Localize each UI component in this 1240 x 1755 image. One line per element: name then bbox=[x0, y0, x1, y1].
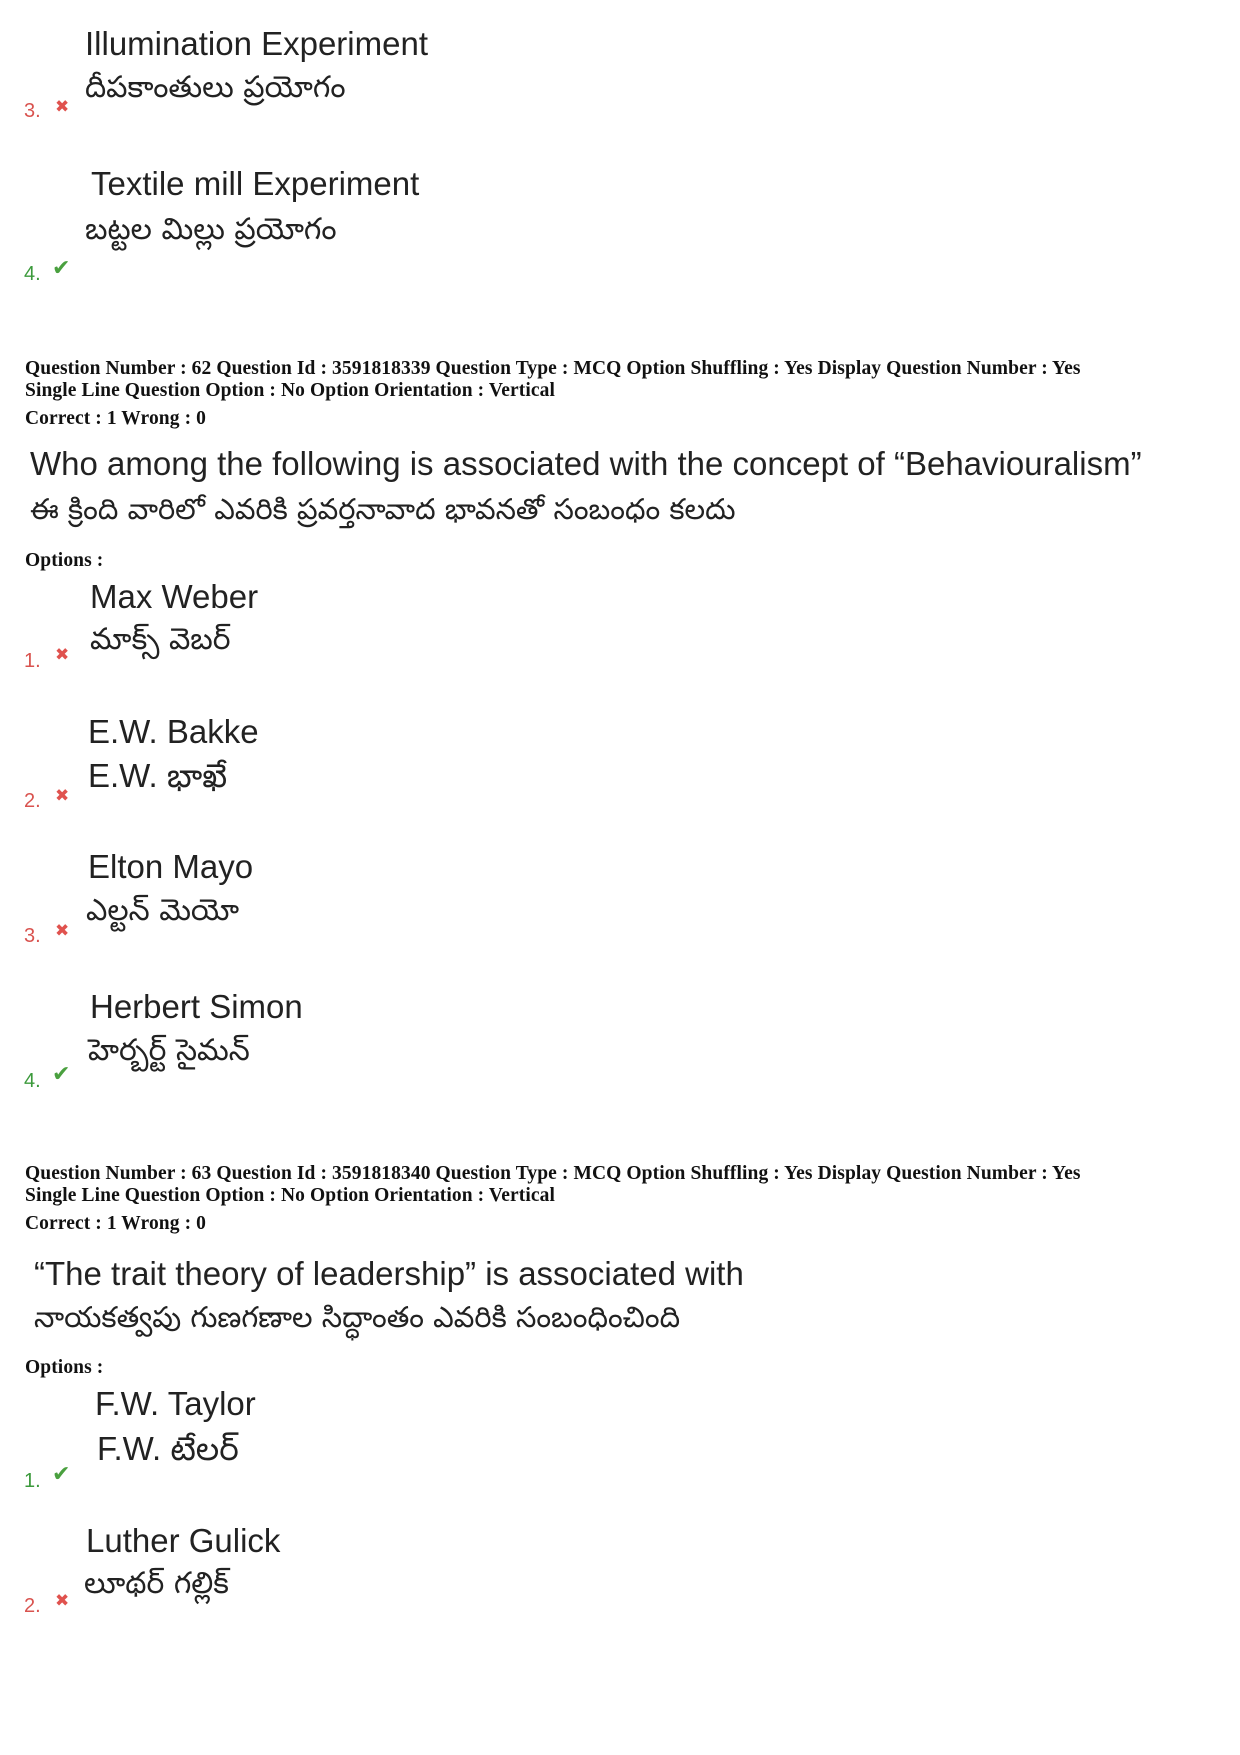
option-text-te: ఎల్టన్ మెయో bbox=[86, 893, 240, 928]
option-text-en: Max Weber bbox=[90, 578, 259, 615]
option-text-en: E.W. Bakke bbox=[88, 713, 259, 750]
wrong-cross-icon: ✖ bbox=[55, 786, 70, 806]
option-text-en: Textile mill Experiment bbox=[91, 165, 420, 202]
option-text-te: E.W. భాఖే bbox=[88, 757, 228, 794]
option-text-te: బట్టల మిల్లు ప్రయోగం bbox=[85, 212, 337, 247]
correct-check-icon: ✔ bbox=[52, 256, 71, 281]
question-text-en: “The trait theory of leadership” is associated with bbox=[34, 1255, 744, 1292]
option-number: 1. bbox=[24, 1470, 41, 1492]
correct-check-icon: ✔ bbox=[52, 1062, 71, 1087]
option-text-en: Luther Gulick bbox=[86, 1522, 281, 1559]
option-text-te: లూథర్ గల్లిక్ bbox=[84, 1566, 229, 1601]
option-number: 3. bbox=[24, 100, 41, 122]
option-text-te: మాక్స్ వెబర్ bbox=[90, 622, 231, 657]
question-meta: Question Number : 63 Question Id : 3591818340 Question Type : MCQ Option Shuffling : Yes Display Question Number : Yes bbox=[25, 1163, 1081, 1184]
option-number: 4. bbox=[24, 263, 41, 285]
option-text-en: Elton Mayo bbox=[88, 848, 254, 885]
score-info: Correct : 1 Wrong : 0 bbox=[25, 408, 206, 429]
question-meta-line2: Single Line Question Option : No Option Orientation : Vertical bbox=[25, 380, 556, 401]
wrong-cross-icon: ✖ bbox=[55, 921, 70, 941]
option-number: 1. bbox=[24, 650, 41, 672]
option-text-te: F.W. టేలర్ bbox=[97, 1430, 239, 1467]
correct-check-icon: ✔ bbox=[52, 1462, 71, 1487]
option-text-te: హెర్బర్ట్ సైమన్ bbox=[88, 1033, 250, 1068]
question-text-te: నాయకత్వపు గుణగణాల సిద్ధాంతం ఎవరికి సంబంధించింది bbox=[34, 1300, 681, 1334]
option-text-en: Herbert Simon bbox=[90, 988, 303, 1025]
wrong-cross-icon: ✖ bbox=[55, 645, 70, 665]
option-text-te: దీపకాంతులు ప్రయోగం bbox=[85, 70, 346, 105]
option-number: 4. bbox=[24, 1070, 41, 1092]
question-meta: Question Number : 62 Question Id : 3591818339 Question Type : MCQ Option Shuffling : Yes Display Question Number : Yes bbox=[25, 358, 1081, 379]
options-label: Options : bbox=[25, 550, 104, 571]
wrong-cross-icon: ✖ bbox=[55, 97, 70, 117]
question-meta-line2: Single Line Question Option : No Option Orientation : Vertical bbox=[25, 1185, 556, 1206]
option-number: 2. bbox=[24, 1595, 41, 1617]
question-text-en: Who among the following is associated with the concept of “Behaviouralism” bbox=[30, 445, 1142, 482]
wrong-cross-icon: ✖ bbox=[55, 1591, 70, 1611]
option-text-en: Illumination Experiment bbox=[85, 25, 428, 62]
option-number: 3. bbox=[24, 925, 41, 947]
options-label: Options : bbox=[25, 1357, 104, 1378]
option-text-en: F.W. Taylor bbox=[95, 1385, 256, 1422]
option-number: 2. bbox=[24, 790, 41, 812]
score-info: Correct : 1 Wrong : 0 bbox=[25, 1213, 206, 1234]
question-text-te: ఈ క్రింది వారిలో ఎవరికి ప్రవర్తనావాద భావనతో సంబంధం కలదు bbox=[30, 492, 736, 526]
